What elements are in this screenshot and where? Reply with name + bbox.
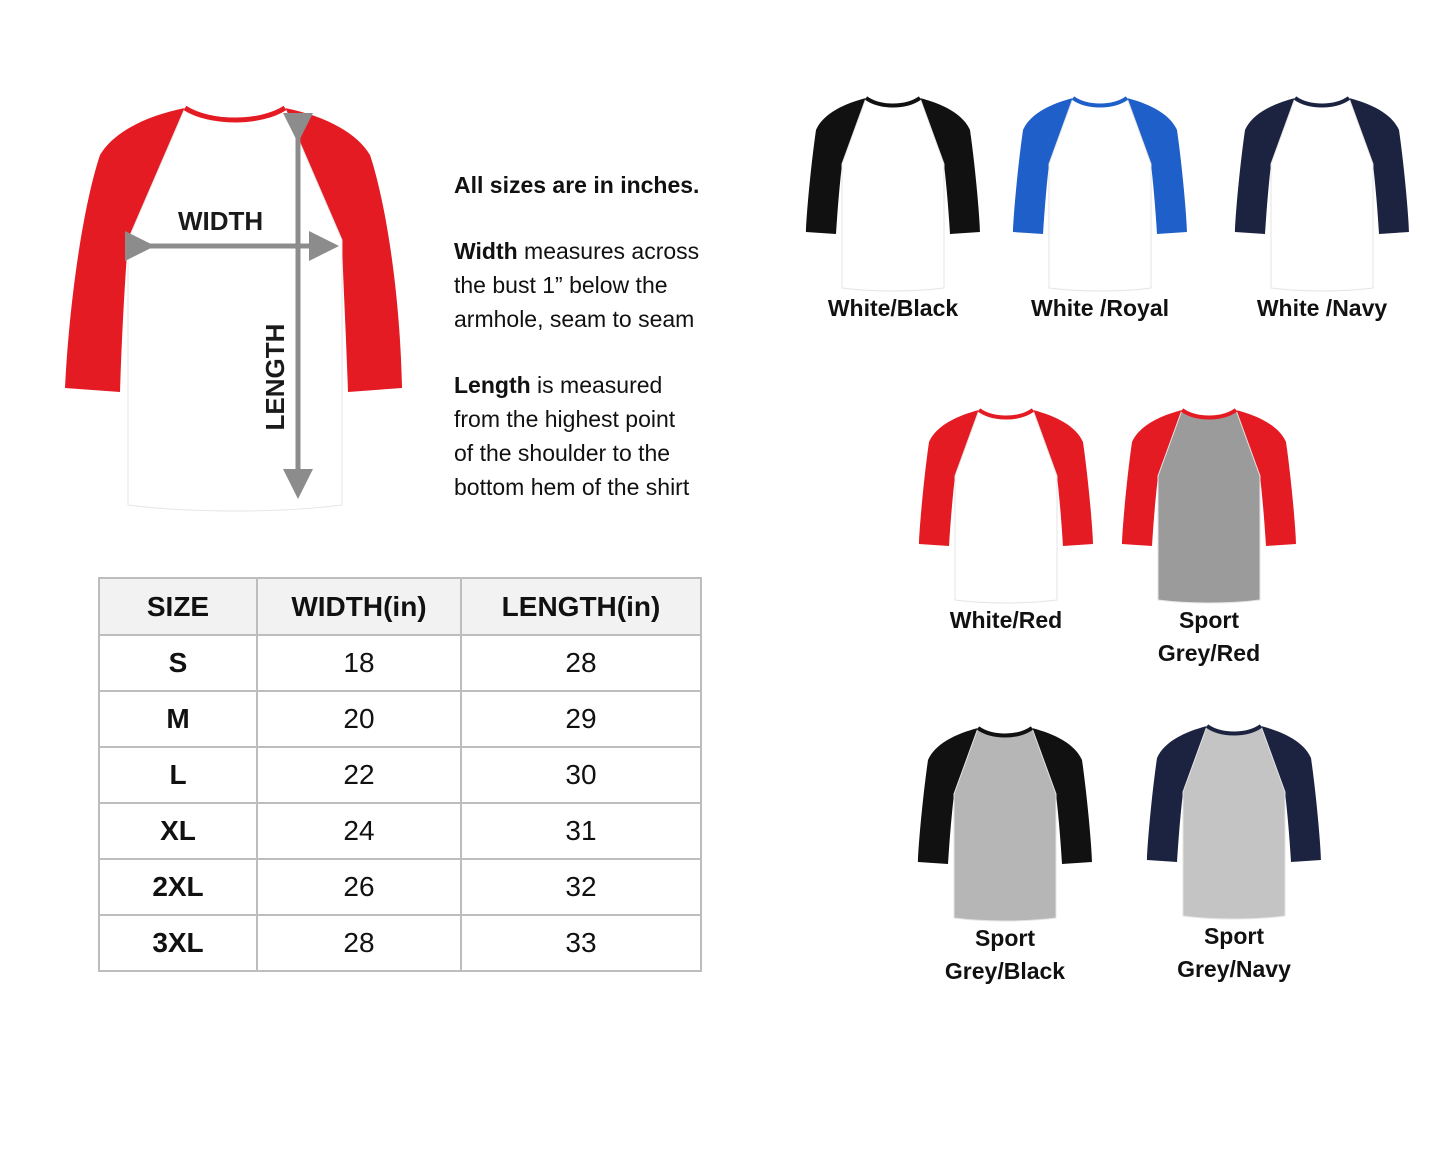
shirt-body — [954, 728, 1056, 921]
length-note: Length is measured — [454, 372, 663, 398]
table-row — [99, 635, 701, 691]
length-cell: 28 — [461, 635, 701, 691]
width-note: Width measures across — [454, 238, 700, 264]
shirt-icon — [1005, 92, 1195, 292]
table-row — [99, 915, 701, 971]
table-row — [99, 803, 701, 859]
variant-label: Sport — [1203, 923, 1265, 949]
shirt-body — [1158, 410, 1260, 603]
shirt-body — [1271, 98, 1373, 291]
table-row — [99, 691, 701, 747]
length-cell: 32 — [461, 859, 701, 915]
width-cell: 18 — [257, 635, 461, 691]
width-cell: 26 — [257, 859, 461, 915]
variant-label-line2: Grey/Red — [1157, 640, 1261, 666]
length-term: Length — [454, 372, 531, 398]
shirt-body — [1183, 726, 1285, 919]
shirt-body — [955, 410, 1057, 603]
width-cell: 20 — [257, 691, 461, 747]
variant-white-navy — [1222, 92, 1422, 325]
shirt-body — [128, 108, 342, 511]
collar — [979, 410, 1033, 418]
table-header-row — [99, 578, 701, 635]
column-header: WIDTH(in) — [257, 578, 461, 635]
table-row — [99, 747, 701, 803]
size-cell: 2XL — [99, 859, 257, 915]
variant-white-black — [793, 92, 993, 325]
variant-label-line2: Grey/Navy — [1177, 956, 1291, 982]
length-label: LENGTH — [260, 323, 290, 431]
width-label: WIDTH — [178, 206, 264, 236]
collar — [978, 728, 1032, 736]
variant-label-line2: Grey/Black — [944, 958, 1066, 984]
collar — [1182, 410, 1236, 418]
measurement-notes: All sizes are in inches. Width measures across the bust 1” below the armhole, seam to seam Length is measured from the highest point of the shoulder to the bottom hem of the shirt — [454, 168, 774, 504]
collar — [866, 98, 920, 106]
width-cell: 28 — [257, 915, 461, 971]
variant-sport-grey-navy — [1134, 720, 1334, 986]
shirt-icon — [1139, 720, 1329, 920]
column-header: LENGTH(in) — [461, 578, 701, 635]
variant-label: White /Navy — [1256, 295, 1388, 321]
variant-white-red — [906, 404, 1106, 637]
width-cell: 22 — [257, 747, 461, 803]
shirt-icon — [1227, 92, 1417, 292]
size-cell: 3XL — [99, 915, 257, 971]
raglan-shirt-icon — [60, 100, 410, 520]
column-header: SIZE — [99, 578, 257, 635]
size-chart-table — [98, 577, 702, 972]
variant-white-royal — [1000, 92, 1200, 325]
collar — [1207, 726, 1261, 734]
shirt-icon — [910, 722, 1100, 922]
variant-label: White/Red — [949, 607, 1063, 633]
table-row — [99, 859, 701, 915]
variant-label: Sport — [974, 925, 1036, 951]
variant-sport-grey-red — [1109, 404, 1309, 670]
shirt-body — [842, 98, 944, 291]
sizing-diagram-shirt — [60, 100, 410, 520]
variant-label: Sport — [1178, 607, 1240, 633]
length-cell: 30 — [461, 747, 701, 803]
size-cell: M — [99, 691, 257, 747]
variant-label: White /Royal — [1030, 295, 1169, 321]
variant-label: White/Black — [827, 295, 959, 321]
units-note: All sizes are in inches. — [454, 172, 700, 198]
length-cell: 31 — [461, 803, 701, 859]
length-cell: 33 — [461, 915, 701, 971]
length-cell: 29 — [461, 691, 701, 747]
collar — [1295, 98, 1349, 106]
shirt-icon — [1114, 404, 1304, 604]
size-cell: L — [99, 747, 257, 803]
size-cell: S — [99, 635, 257, 691]
shirt-body — [1049, 98, 1151, 291]
variant-sport-grey-black — [905, 722, 1105, 988]
width-term: Width — [454, 238, 518, 264]
collar — [1073, 98, 1127, 106]
shirt-icon — [798, 92, 988, 292]
shirt-icon — [911, 404, 1101, 604]
width-cell: 24 — [257, 803, 461, 859]
size-cell: XL — [99, 803, 257, 859]
